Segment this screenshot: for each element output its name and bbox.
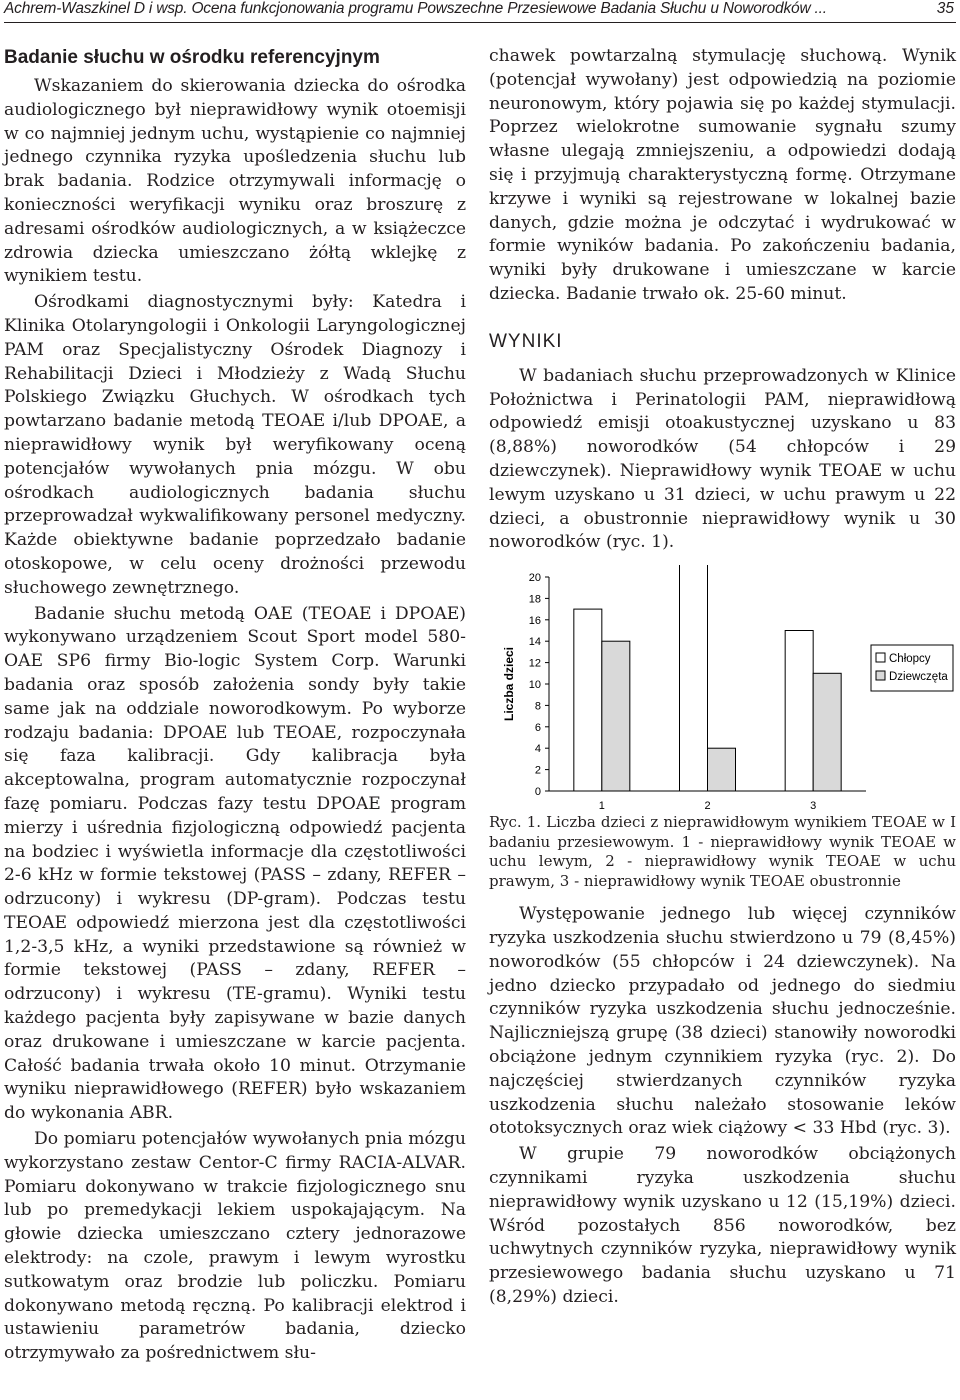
- body-paragraph: W grupie 79 noworodków obciążonych czynnikami ryzyka uszkodzenia słuchu nieprawidłowy wynik uzyskano u 12 (15,19%) dzieci. Wśród pozostałych 856 noworodków, bez uchwytnych czynników ryzyka, nieprawidłowy wynik przesiewowego badania słuchu uzyskano u 71 (8,29%) dzieci.: [489, 1144, 956, 1307]
- bar-chart: [489, 565, 956, 809]
- legend-swatch-chłopcy: [876, 653, 885, 662]
- y-tick-label: 6: [534, 721, 541, 734]
- left-column: [4, 45, 466, 1366]
- y-tick-label: 14: [528, 636, 541, 649]
- x-tick-label: 2: [704, 800, 711, 810]
- y-tick-label: 4: [534, 743, 541, 756]
- body-paragraph: Badanie słuchu metodą OAE (TEOAE i DPOAE) wykonywano urządzeniem Scout Sport model 580-OAE SP6 firmy Bio-logic System Corp. Warunki badania oraz sposób założenia sondy były takie same jak na oddziale noworodkowym. Po wyborze rodzaju badania: DPOAE lub TEOAE, rozpoczynała się faza kalibracji. Gdy kalibracja była akceptowalna, program automatycznie rozpoczynał fazę pomiaru. Podczas fazy testu DPOAE program mierzy i uśrednia fizjologiczną odpowiedź pacjenta na bodziec i wyświetla informacje dla częstotliwości 2-6 kHz w formie tekstowej (PASS – zdany, REFER – odrzucony) i wykresu (DP-gram). Podczas testu TEOAE odpowiedź mierzona jest dla częstotliwości 1,2-3,5 kHz, a wyniki przedstawione są również w formie tekstowej (PASS – zdany, REFER – odrzucony) i wykresu (TE-gramu). Wyniki testu każdego pacjenta były zapisywane w bazie danych oraz drukowane i umieszczane w karcie pacjenta. Całość badania trwała około 10 minut. Otrzymanie wyniku nieprawidłowego (REFER) było wskazaniem do wykonania ABR.: [4, 603, 466, 1124]
- y-tick-label: 8: [534, 700, 541, 713]
- y-axis-label: Liczba dzieci: [502, 647, 516, 722]
- legend-swatch-dziewczęta: [876, 671, 885, 680]
- legend-box: [871, 645, 953, 691]
- body-paragraph: Do pomiaru potencjałów wywołanych pnia mózgu wykorzystano zestaw Centor-C firmy RACIA-ALVAR. Pomiaru dokonywano w trakcie fizjologicznego snu lub po premedykacji lekiem uspokajającym. Na głowie dziecka umieszczano cztery jednorazowe elektrody: na czole, prawym i lewym wyrostku sutkowatym oraz brodzie lub policzku. Pomiaru dokonywano metodą ręczną. Po kalibracji elektrod i ustawieniu parametrów badania, dziecko otrzymywało za pośrednictwem słu-: [4, 1129, 466, 1364]
- bar-dziewczęta-2: [708, 748, 736, 791]
- bar-dziewczęta-1: [602, 641, 630, 791]
- body-paragraph: Wskazaniem do skierowania dziecka do ośrodka audiologicznego był nieprawidłowy wynik otoemisji w co najmniej jednym uchu, wystąpienie co najmniej jednego czynnika ryzyka upośledzenia słuchu lub brak badania. Rodzice otrzymywali informację o konieczności weryfikacji wyniku oraz broszurę z adresami ośrodków audiologicznych, a w książeczce zdrowia dziecka umieszczano żółtą wklejkę z wynikiem testu.: [4, 76, 466, 287]
- figure-caption-text: Ryc. 1. Liczba dzieci z nieprawidłowym wynikiem TEOAE w I badaniu przesiewowym. 1 - nieprawidłowy wynik TEOAE w uchu lewym, 2 - nieprawidłowy wynik TEOAE w uchu prawym, 3 - nieprawidłowy wynik TEOAE obustronnie: [489, 813, 956, 890]
- y-tick-label: 20: [528, 572, 541, 585]
- body-paragraph: Ośrodkami diagnostycznymi były: Katedra i Klinika Otolaryngologii i Onkologii Laryngologicznej PAM oraz Specjalistyczny Ośrodek Diagnozy i Rehabilitacji Dzieci i Młodzieży z Wadą Słuchu Polskiego Związku Głuchych. W ośrodkach tych powtarzano badanie metodą TEOAE i/lub DPOAE, a nieprawidłowy wynik był weryfikowany oceną potencjałów wywołanych pnia mózgu. W obu ośrodkach audiologicznych badania słuchu przeprowadzał wykwalifikowany personel medyczny. Każde obiektywne badanie poprzedzało badanie otoskopowe, w celu oceny drożności przewodu słuchowego zewnętrznego.: [4, 292, 466, 598]
- results-paragraph: W badaniach słuchu przeprowadzonych w Klinice Położnictwa i Perinatologii PAM, nieprawidłową odpowiedź emisji otoakustycznej uzyskano u 83 (8,88%) noworodków (54 chłopców i 29 dziewczynek). Nieprawidłowy wynik TEOAE w uchu lewym uzyskano u 31 dzieci, w uchu prawym u 22 dzieci, a obustronnie nieprawidłowy wynik u 30 noworodków (ryc. 1).: [489, 365, 956, 553]
- right-column: [489, 45, 956, 1310]
- x-tick-label: 3: [810, 800, 817, 810]
- running-title: Achrem-Waszkinel D i wsp. Ocena funkcjonowania programu Powszechne Przesiewowe Badania Słuchu u Noworodków ...: [4, 0, 827, 17]
- bar-dziewczęta-3: [813, 673, 841, 791]
- figure-caption: [489, 813, 956, 891]
- y-tick-label: 2: [534, 764, 541, 777]
- legend-label: Dziewczęta: [889, 671, 948, 684]
- legend-label: Chłopcy: [889, 653, 931, 666]
- body-paragraph-continuation: chawek powtarzalną stymulację słuchową. Wynik (potencjał wywołany) jest odpowiedzią na poziomie neuronowym, który pojawia się po każdej stymulacji. Poprzez wielokrotne sumowanie sygnału szumy własne ulegają zmniejszeniu, a odpowiedzi dodają się i przyjmują charakterystyczną formę. Otrzymane krzywe i wyniki są rejestrowane w lokalnej bazie danych, gdzie można je odczytać i wydrukować w formie wyników badania. Po zakończeniu badania, wyniki były drukowane i umieszczane w karcie dziecka. Badanie trwało ok. 25-60 minut.: [489, 46, 956, 304]
- page-number: 35: [936, 0, 954, 17]
- bar-chłopcy-3: [785, 631, 813, 792]
- running-header: [4, 0, 956, 23]
- y-tick-label: 16: [528, 614, 541, 627]
- x-tick-label: 1: [598, 800, 605, 810]
- body-paragraph: Występowanie jednego lub więcej czynników ryzyka uszkodzenia słuchu stwierdzono u 79 (8,45%) noworodków (55 chłopców i 24 dziewczynek). Na jedno dziecko przypadało od jednego do siedmiu czynników ryzyka uszkodzenia słuchu jednocześnie. Najliczniejszą grupę (38 dzieci) stanowiły noworodki obciążone jednym czynnikiem ryzyka (ryc. 2). Do najczęściej stwierdzanych czynników ryzyka uszkodzenia słuchu należało stosowanie leków ototoksycznych oraz wiek ciążowy < 33 Hbd (ryc. 3).: [489, 904, 956, 1139]
- figure-1-chart: [489, 565, 956, 809]
- y-tick-label: 12: [528, 657, 541, 670]
- bar-chłopcy-1: [574, 609, 602, 791]
- bar-chłopcy-2: [680, 565, 708, 791]
- results-heading: WYNIKI: [489, 330, 563, 352]
- y-tick-label: 18: [528, 593, 541, 606]
- y-tick-label: 10: [528, 679, 541, 692]
- y-tick-label: 0: [534, 786, 541, 799]
- section-title: Badanie słuchu w ośrodku referencyjnym: [4, 47, 380, 68]
